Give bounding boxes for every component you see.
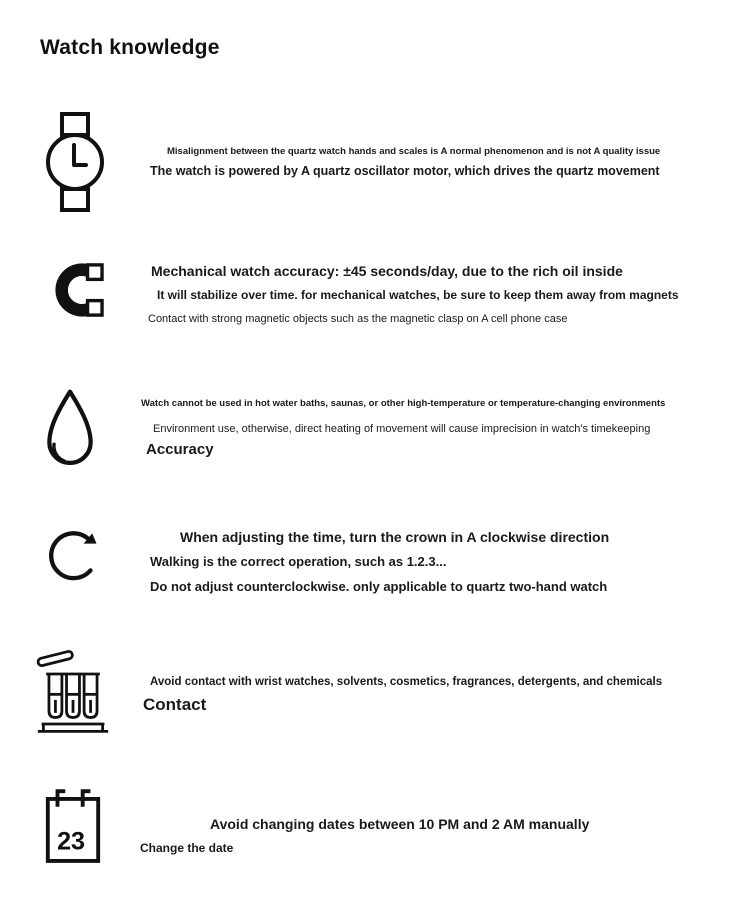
- hot-water-warning-note: Watch cannot be used in hot water baths, saunas, or other high-temperature or temperature-changing environments: [141, 398, 666, 409]
- avoid-date-change-heading: Avoid changing dates between 10 PM and 2 AM manually: [210, 816, 590, 832]
- water-drop-icon: [40, 385, 100, 477]
- mechanical-accuracy-heading: Mechanical watch accuracy: ±45 seconds/day, due to the rich oil inside: [151, 263, 623, 279]
- wristwatch-icon: [45, 112, 105, 212]
- correct-operation-note: Walking is the correct operation, such as 1.2.3...: [150, 554, 447, 569]
- change-date-label: Change the date: [140, 841, 234, 855]
- turn-crown-clockwise-heading: When adjusting the time, turn the crown in A clockwise direction: [180, 529, 610, 545]
- page-title: Watch knowledge: [40, 36, 220, 59]
- magnet-icon: [44, 262, 106, 318]
- accuracy-heading: Accuracy: [146, 441, 214, 458]
- avoid-chemicals-note: Avoid contact with wrist watches, solvents, cosmetics, fragrances, detergents, and chemicals: [150, 676, 663, 688]
- quartz-misalignment-note: Misalignment between the quartz watch hands and scales is A normal phenomenon and is not A quality issue: [167, 146, 661, 157]
- magnet-warning-note: It will stabilize over time. for mechanical watches, be sure to keep them away from magnets: [157, 288, 679, 302]
- magnetic-clasp-note: Contact with strong magnetic objects such as the magnetic clasp on A cell phone case: [148, 313, 568, 325]
- calendar-day: 23: [57, 827, 86, 856]
- quartz-movement-note: The watch is powered by A quartz oscillator motor, which drives the quartz movement: [150, 164, 660, 178]
- heating-imprecision-note: Environment use, otherwise, direct heating of movement will cause imprecision in watch's timekeeping: [153, 423, 651, 435]
- contact-heading: Contact: [143, 695, 207, 714]
- calendar-icon: [42, 787, 104, 869]
- chemicals-test-tubes-icon: [36, 645, 110, 740]
- no-counterclockwise-note: Do not adjust counterclockwise. only applicable to quartz two-hand watch: [150, 579, 608, 594]
- rotate-clockwise-icon: [44, 518, 106, 590]
